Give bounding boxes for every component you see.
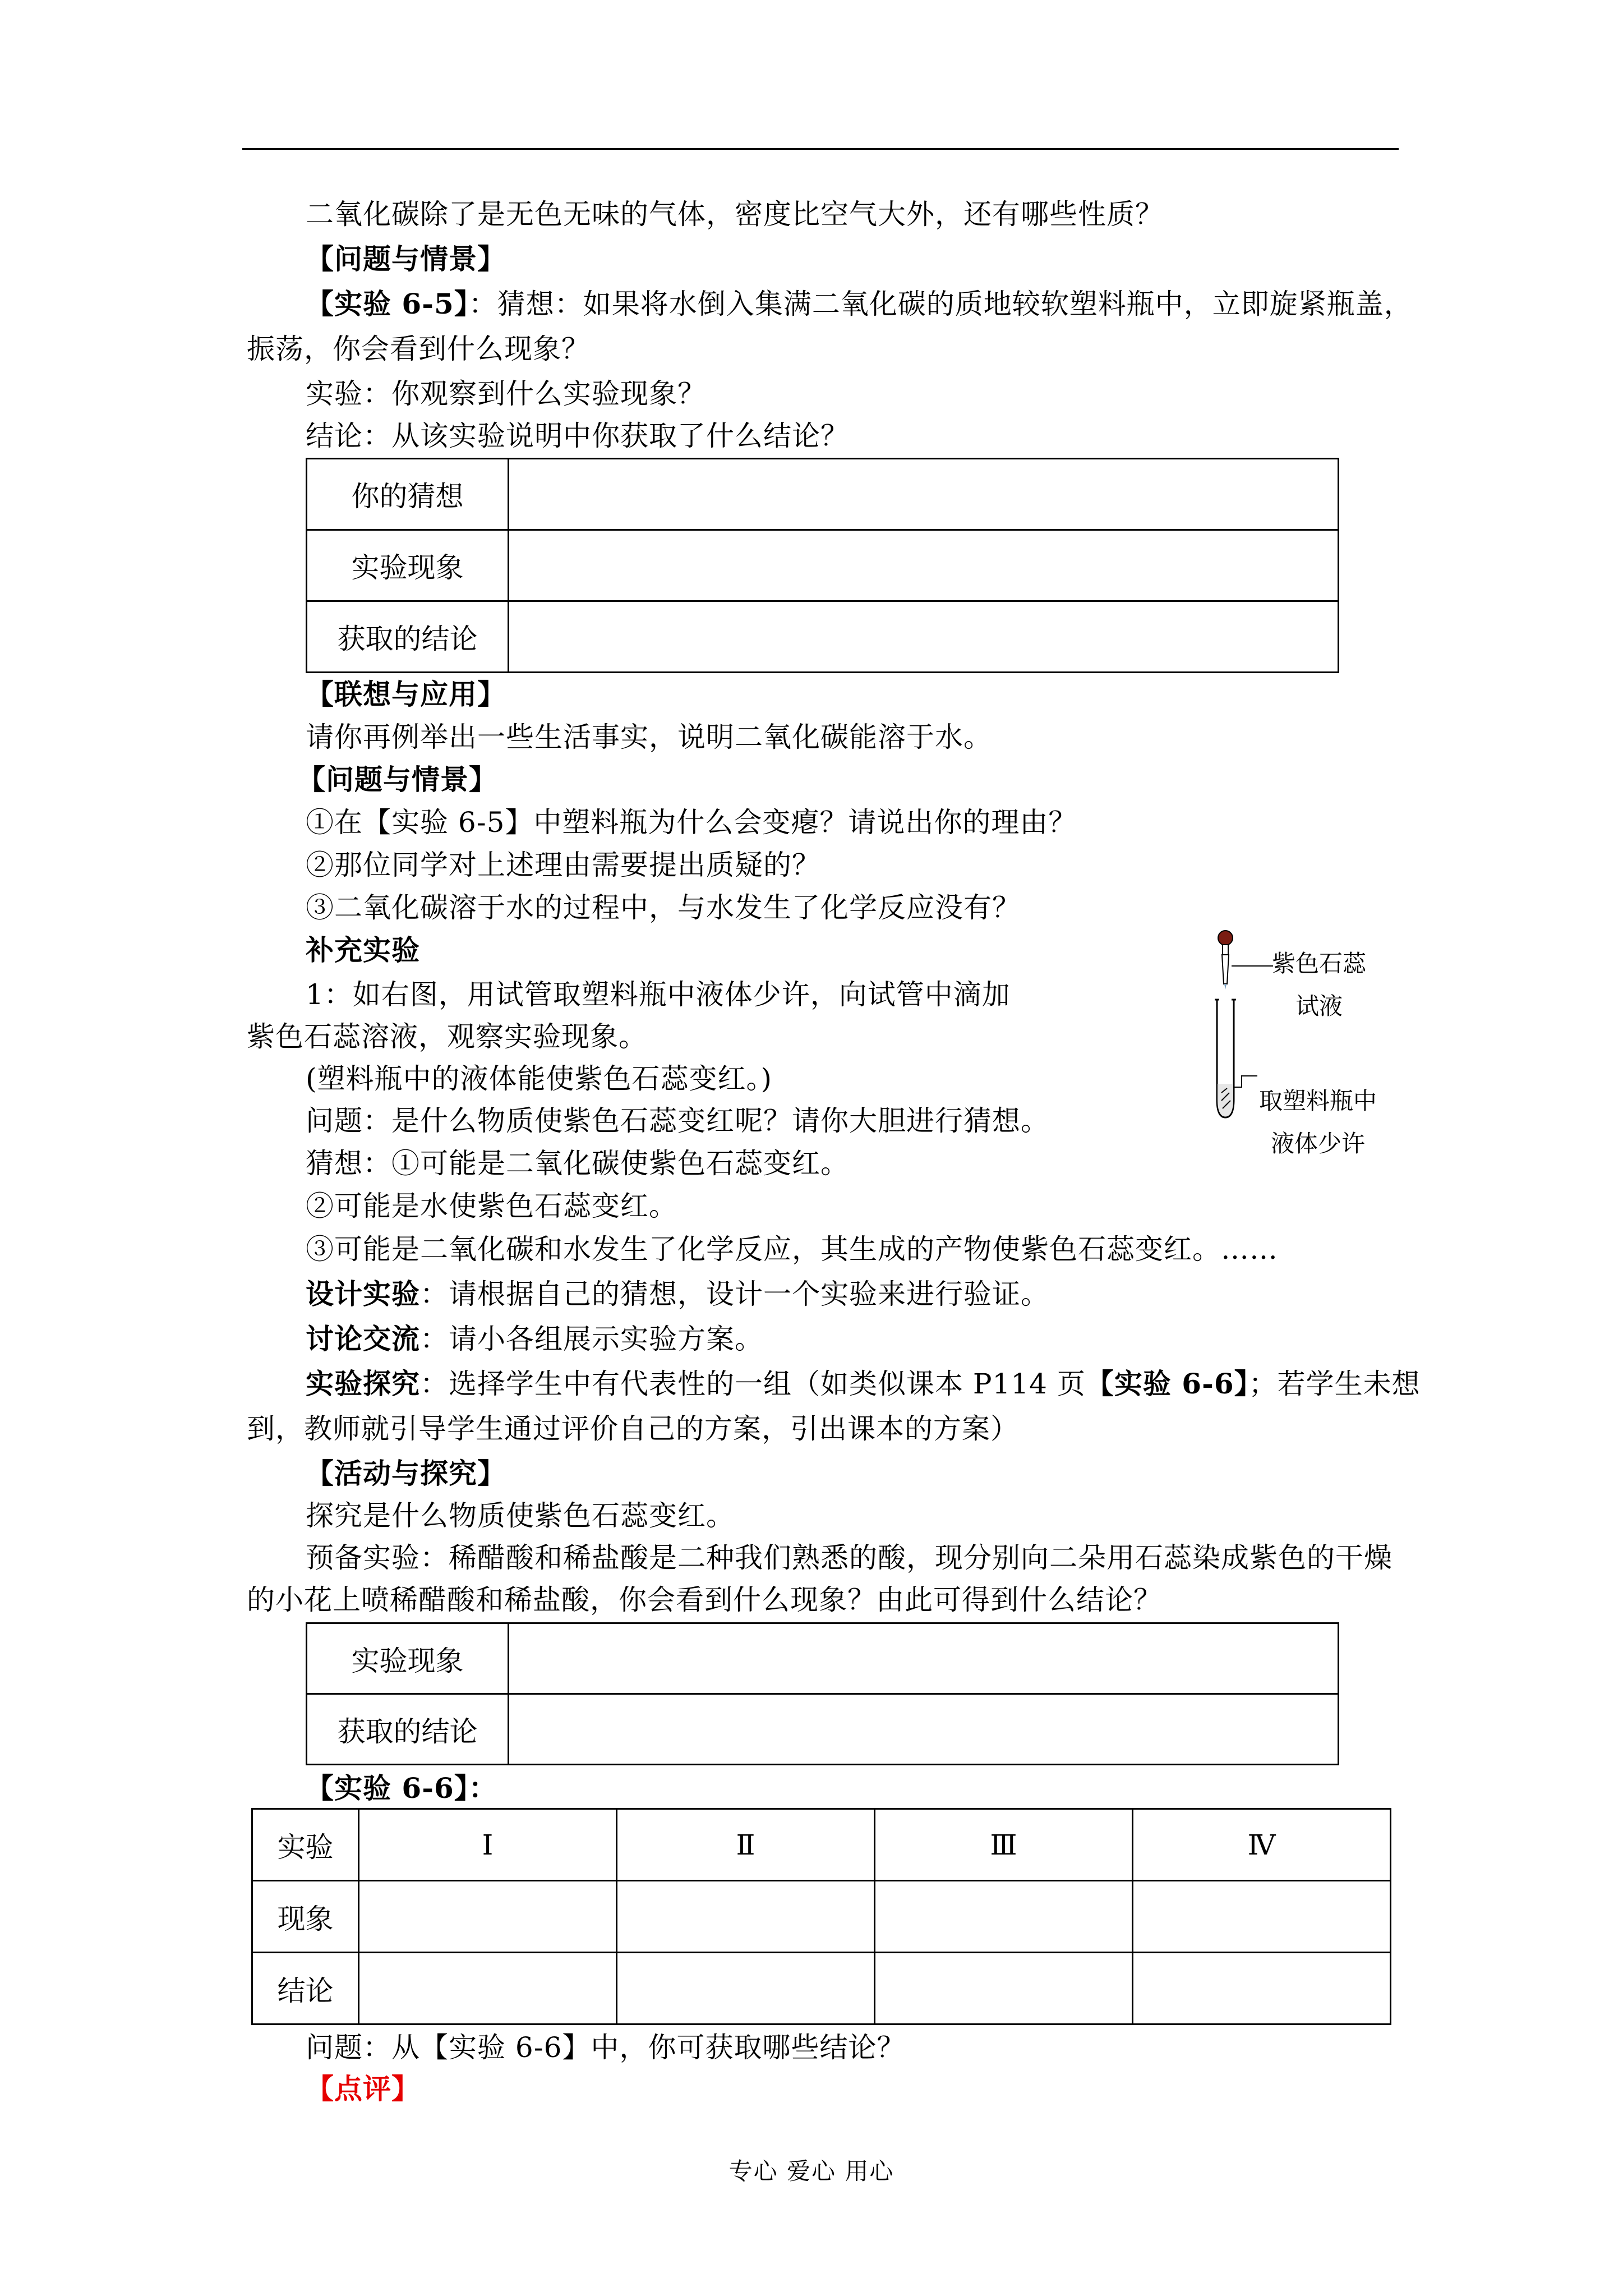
section-heading: 【问题与情景】 [306, 242, 506, 275]
figure-label-line: 紫色石蕊 [1272, 950, 1367, 977]
table-cell: 获取的结论 [307, 1694, 509, 1765]
paragraph-text: ：请根据自己的猜想，设计一个实验来进行验证。 [420, 1278, 1049, 1310]
label: 实验探究 [306, 1367, 420, 1400]
table-cell-empty [875, 1881, 1133, 1953]
section-heading: 补充实验 [306, 933, 420, 967]
table-header: Ⅱ [617, 1809, 875, 1881]
paragraph [306, 287, 1413, 321]
section-heading: 【实验 6-6】： [306, 1772, 497, 1805]
paragraph: 请你再例举出一些生活事实，说明二氧化碳能溶于水。 [306, 721, 992, 753]
figure-label-line: 取塑料瓶中 [1259, 1087, 1377, 1115]
figure-label [1259, 1080, 1377, 1165]
table-header: Ⅳ [1133, 1809, 1391, 1881]
paragraph: 问题：从【实验 6-6】中，你可获取哪些结论？ [306, 2031, 906, 2064]
paragraph: 预备实验：稀醋酸和稀盐酸是二种我们熟悉的酸，现分别向二朵用石蕊染成紫色的干燥 [306, 1542, 1393, 1574]
dropper-tube [1222, 955, 1229, 984]
table-row-label: 结论 [252, 1953, 359, 2024]
table-cell-empty [1133, 1953, 1391, 2024]
page-footer: 专心 爱心 用心 [728, 2157, 895, 2185]
paragraph: 猜想：①可能是二氧化碳使紫色石蕊变红。 [306, 1147, 849, 1180]
paragraph [306, 1322, 763, 1356]
table-cell-empty [359, 1953, 617, 2024]
paragraph: 探究是什么物质使紫色石蕊变红。 [306, 1499, 735, 1532]
paragraph [306, 1367, 1421, 1401]
dropper-neck [1223, 945, 1228, 955]
table-header: 实验 [252, 1809, 359, 1881]
guess-table [306, 458, 1339, 673]
paragraph: 1：如右图，用试管取塑料瓶中液体少许，向试管中滴加 [306, 978, 1011, 1011]
paragraph: 紫色石蕊溶液，观察实验现象。 [247, 1020, 647, 1053]
section-heading: 【活动与探究】 [306, 1457, 506, 1490]
table-cell-empty [509, 601, 1339, 673]
paragraph: 到，教师就引导学生通过评价自己的方案，引出课本的方案） [247, 1412, 1019, 1445]
label: 设计实验 [306, 1277, 420, 1310]
paragraph: 振荡，你会看到什么现象？ [247, 333, 590, 365]
header-rule [242, 148, 1399, 150]
paragraph [306, 1277, 1049, 1311]
leader-line-bottom [1234, 1076, 1257, 1087]
figure-label-line: 试液 [1295, 992, 1343, 1020]
paragraph: 的小花上喷稀醋酸和稀盐酸，你会看到什么现象？由此可得到什么结论？ [247, 1584, 1162, 1616]
paragraph-text: ；若学生未想 [1248, 1368, 1421, 1400]
table-cell: 实验现象 [307, 1623, 509, 1694]
paragraph-text: ：猜想：如果将水倒入集满二氧化碳的质地较软塑料瓶中，立即旋紧瓶盖， [468, 288, 1413, 320]
label: 讨论交流 [306, 1322, 420, 1355]
drop-icon [1224, 984, 1227, 990]
table-cell: 你的猜想 [307, 459, 509, 530]
table-header: Ⅲ [875, 1809, 1133, 1881]
paragraph: 实验：你观察到什么实验现象？ [306, 378, 706, 410]
paragraph: 二氧化碳除了是无色无味的气体，密度比空气大外，还有哪些性质？ [306, 198, 1164, 231]
table-cell-empty [875, 1953, 1133, 2024]
experiment-table [251, 1808, 1391, 2025]
table-header: Ⅰ [359, 1809, 617, 1881]
table-cell-empty [359, 1881, 617, 1953]
table-cell-empty [509, 1623, 1339, 1694]
figure-label-line: 液体少许 [1271, 1130, 1366, 1157]
table-cell-empty [617, 1953, 875, 2024]
table-cell-empty [509, 459, 1339, 530]
question-item: ②那位同学对上述理由需要提出质疑的？ [306, 849, 820, 881]
paragraph: 问题：是什么物质使紫色石蕊变红呢？请你大胆进行猜想。 [306, 1105, 1049, 1137]
experiment-ref: 【实验 6-6】 [1085, 1367, 1249, 1400]
review-heading: 【点评】 [306, 2072, 420, 2105]
paragraph: ③可能是二氧化碳和水发生了化学反应，其生成的产物使紫色石蕊变红。…… [306, 1233, 1278, 1266]
figure-label [1272, 942, 1366, 1028]
prelim-table [306, 1622, 1339, 1765]
paragraph: ②可能是水使紫色石蕊变红。 [306, 1190, 677, 1222]
paragraph: (塑料瓶中的液体能使紫色石蕊变红。) [306, 1062, 773, 1095]
question-item: ①在【实验 6-5】中塑料瓶为什么会变瘪？请说出你的理由？ [306, 806, 1077, 839]
paragraph-text: ：请小各组展示实验方案。 [420, 1323, 763, 1355]
experiment-ref: 【实验 6-5】 [306, 287, 469, 320]
question-item: ③二氧化碳溶于水的过程中，与水发生了化学反应没有？ [306, 891, 1021, 924]
dropper-bulb-icon [1218, 931, 1233, 945]
paragraph: 结论：从该实验说明中你获取了什么结论？ [306, 420, 849, 452]
table-cell-empty [509, 1694, 1339, 1765]
table-cell-empty [509, 530, 1339, 601]
paragraph-text: ：选择学生中有代表性的一组（如类似课本 P114 页 [420, 1368, 1086, 1400]
table-cell: 实验现象 [307, 530, 509, 601]
table-row-label: 现象 [252, 1881, 359, 1953]
liquid [1218, 1084, 1233, 1116]
table-cell: 获取的结论 [307, 601, 509, 673]
table-cell-empty [1133, 1881, 1391, 1953]
section-heading: 【问题与情景】 [297, 763, 497, 796]
table-cell-empty [617, 1881, 875, 1953]
section-heading: 【联想与应用】 [306, 678, 506, 711]
